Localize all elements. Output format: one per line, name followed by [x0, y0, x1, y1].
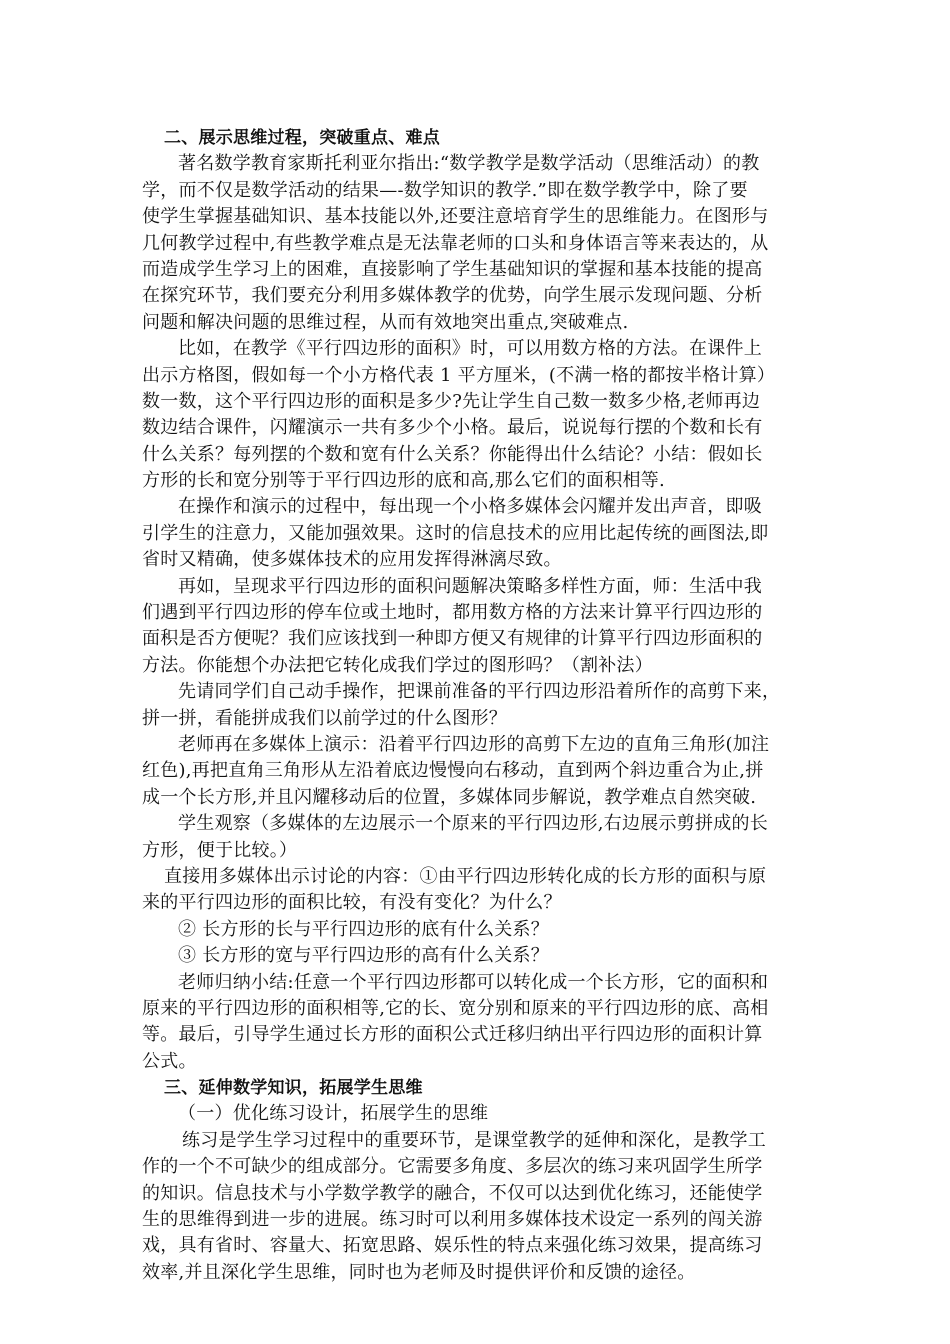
text-line: 比如，在教学《平行四边形的面积》时，可以用数方格的方法。在课件上 — [178, 338, 762, 360]
text-line: 学，而不仅是数学活动的结果—-数学知识的教学.”即在数学教学中，除了要 — [142, 179, 748, 201]
text-line: 效率,并且深化学生思维，同时也为老师及时提供评价和反馈的途径。 — [142, 1261, 696, 1283]
text-line: 来的平行四边形的面积比较，有没有变化？为什么？ — [142, 892, 562, 914]
text-line: 数边结合课件，闪耀演示一共有多少个小格。最后，说说每行摆的个数和长有 — [142, 417, 763, 439]
text-line: 们遇到平行四边形的停车位或土地时，都用数方格的方法来计算平行四边形的 — [142, 602, 763, 624]
text-line: 生的思维得到进一步的进展。练习时可以利用多媒体技术设定一系列的闯关游 — [142, 1209, 763, 1231]
text-line: （一）优化练习设计，拓展学生的思维 — [178, 1103, 489, 1125]
text-line: 公式。 — [142, 1050, 197, 1072]
text-line: 在探究环节，我们要充分利用多媒体教学的优势，向学生展示发现问题、分析 — [142, 285, 763, 307]
document-page — [142, 125, 808, 1286]
text-line: 引学生的注意力，又能加强效果。这时的信息技术的应用比起传统的画图法,即 — [142, 522, 769, 544]
text-line: 使学生掌握基础知识、基本技能以外,还要注意培育学生的思维能力。在图形与 — [142, 206, 769, 228]
text-line: 数一数，这个平行四边形的面积是多少?先让学生自己数一数多少格,老师再边 — [142, 390, 761, 412]
section-heading: 三、延伸数学知识，拓展学生思维 — [164, 1078, 423, 1099]
text-line: 等。最后，引导学生通过长方形的面积公式迁移归纳出平行四边形的面积计算 — [142, 1024, 763, 1046]
text-line: 老师再在多媒体上演示：沿着平行四边形的高剪下左边的直角三角形(加注 — [178, 733, 770, 755]
text-line: 直接用多媒体出示讨论的内容：①由平行四边形转化成的长方形的面积与原 — [164, 865, 767, 887]
text-line: 出示方格图，假如每一个小方格代表 1 平方厘米，(不满一格的都按半格计算） — [142, 364, 776, 386]
text-line: 再如，呈现求平行四边形的面积问题解决策略多样性方面，师：生活中我 — [178, 575, 762, 597]
text-line: ③ 长方形的宽与平行四边形的高有什么关系？ — [178, 945, 549, 967]
section-heading: 二、展示思维过程，突破重点、难点 — [164, 128, 440, 148]
text-line: 著名数学教育家斯托利亚尔指出:“数学教学是数学活动（思维活动）的教 — [178, 153, 760, 175]
text-line: 作的一个不可缺少的组成部分。它需要多角度、多层次的练习来巩固学生所学 — [142, 1156, 763, 1178]
text-line: 方法。你能想个办法把它转化成我们学过的图形吗？（割补法） — [142, 654, 653, 676]
text-line: 几何教学过程中,有些教学难点是无法靠老师的口头和身体语言等来表达的，从 — [142, 232, 769, 254]
text-line: 什么关系？每列摆的个数和宽有什么关系？你能得出什么结论？小结：假如长 — [142, 443, 763, 465]
text-line: 成一个长方形,并且闪耀移动后的位置，多媒体同步解说，教学难点自然突破. — [142, 786, 757, 808]
text-line: 先请同学们自己动手操作，把课前准备的平行四边形沿着所作的高剪下来， — [178, 681, 781, 703]
text-line: 方形，便于比较。） — [142, 839, 298, 861]
text-line: 红色),再把直角三角形从左沿着底边慢慢向右移动，直到两个斜边重合为止,拼 — [142, 760, 764, 782]
text-line: 方形的长和宽分别等于平行四边形的底和高,那么它们的面积相等. — [142, 470, 665, 492]
text-line: 戏，具有省时、容量大、拓宽思路、娱乐性的特点来强化练习效果，提高练习 — [142, 1235, 763, 1257]
text-line: 面积是否方便呢？我们应该找到一种即方便又有规律的计算平行四边形面积的 — [142, 628, 763, 650]
text-line: 练习是学生学习过程中的重要环节，是课堂教学的延伸和深化，是教学工 — [182, 1129, 766, 1151]
text-line: 而造成学生学习上的困难，直接影响了学生基础知识的掌握和基本技能的提高 — [142, 258, 763, 280]
text-line: 老师归纳小结:任意一个平行四边形都可以转化成一个长方形，它的面积和 — [178, 971, 769, 993]
text-line: 问题和解决问题的思维过程，从而有效地突出重点,突破难点. — [142, 311, 629, 333]
text-line: 原来的平行四边形的面积相等,它的长、宽分别和原来的平行四边形的底、高相 — [142, 997, 769, 1019]
text-line: 的知识。信息技术与小学数学教学的融合，不仅可以达到优化练习，还能使学 — [142, 1182, 763, 1204]
text-line: ② 长方形的长与平行四边形的底有什么关系？ — [178, 918, 549, 940]
text-line: 拼一拼，看能拼成我们以前学过的什么图形？ — [142, 707, 507, 729]
text-line: 在操作和演示的过程中，每出现一个小格多媒体会闪耀并发出声音，即吸 — [178, 496, 762, 518]
text-line: 学生观察（多媒体的左边展示一个原来的平行四边形,右边展示剪拼成的长 — [178, 813, 768, 835]
text-line: 省时又精确，使多媒体技术的应用发挥得淋漓尽致。 — [142, 549, 562, 571]
